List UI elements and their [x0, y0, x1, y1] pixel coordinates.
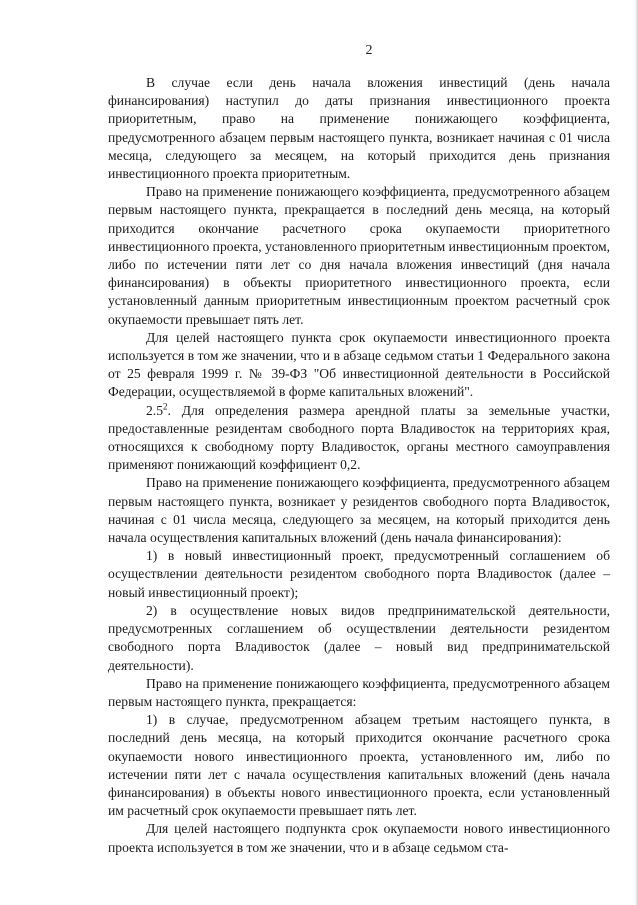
paragraph-3: Для целей настоящего пункта срок окупаемости инвестиционного проекта используется в том же значении, что и в абзаце седьмом статьи 1 Федерального закона от 25 февраля 1999 г. № 39-ФЗ "Об инвестиционной деятельности в Российской Федерации, осуществляемой в форме капитальных вложений". [108, 329, 610, 400]
clause-number: 2.5 [146, 402, 163, 418]
clause-2-5-2 [108, 402, 610, 475]
paragraph-2: Право на применение понижающего коэффициента, предусмотренного абзацем первым настоящего пункта, прекращается в последний день месяца, на который приходится окончание расчетного срока окупаемости приоритетного инвестиционного проекта, установленного приоритетным инвестиционным проектом, либо по истечении пяти лет со дня начала вложения инвестиций (дня начала финансирования) в объекты приоритетного инвестиционного проекта, если установленный данным приоритетным инвестиционным проектом расчетный срок окупаемости превышает пять лет. [108, 184, 610, 327]
paragraph-1: В случае если день начала вложения инвестиций (день начала финансирования) наступил до даты признания инвестиционного проекта приоритетным, право на применение понижающего коэффициента, предусмотренного абзацем первым настоящего пункта, возникает начиная с 01 числа месяца, следующего за месяцем, на который приходится день признания инвестиционного проекта приоритетным. [108, 75, 610, 182]
clause-text: . Для определения размера арендной платы за земельные участки, предоставленные резидентам свободного порта Владивосток на территориях края, относящихся к свободному порту Владивосток, органы местного самоуправления применяют понижающий коэффициент 0,2. [108, 402, 610, 473]
paragraph-4: Право на применение понижающего коэффициента, предусмотренного абзацем первым настоящего пункта, возникает у резидентов свободного порта Владивосток, начиная с 01 числа месяца, следующего за месяцем, на который приходится день начала осуществления капитальных вложений (день начала финансирования): [108, 475, 610, 546]
list-item-2: 2) в осуществление новых видов предпринимательской деятельности, предусмотренных соглашением об осуществлении деятельности резидентом свободного порта Владивосток (далее – новый вид предпринимательской деятельности). [108, 602, 610, 673]
list-item-3: 1) в случае, предусмотренном абзацем третьим настоящего пункта, в последний день месяца, на который приходится окончание расчетного срока окупаемости нового инвестиционного проекта, установленного им, либо по истечении пяти лет с начала осуществления капитальных вложений (день начала финансирования) в объекты нового инвестиционного проекта, если установленный им расчетный срок окупаемости превышает пять лет. [108, 712, 610, 819]
paragraph-5: Право на применение понижающего коэффициента, предусмотренного абзацем первым настоящего пункта, прекращается: [108, 675, 610, 709]
paragraph-6: Для целей настоящего подпункта срок окупаемости нового инвестиционного проекта используется в том же значении, что и в абзаце седьмом ста- [108, 821, 610, 855]
clause-superscript: 2 [163, 401, 168, 412]
page-number: 2 [365, 43, 373, 58]
list-item-1: 1) в новый инвестиционный проект, предусмотренный соглашением об осуществлении деятельности резидентом свободного порта Владивосток (далее – новый инвестиционный проект); [108, 548, 610, 600]
